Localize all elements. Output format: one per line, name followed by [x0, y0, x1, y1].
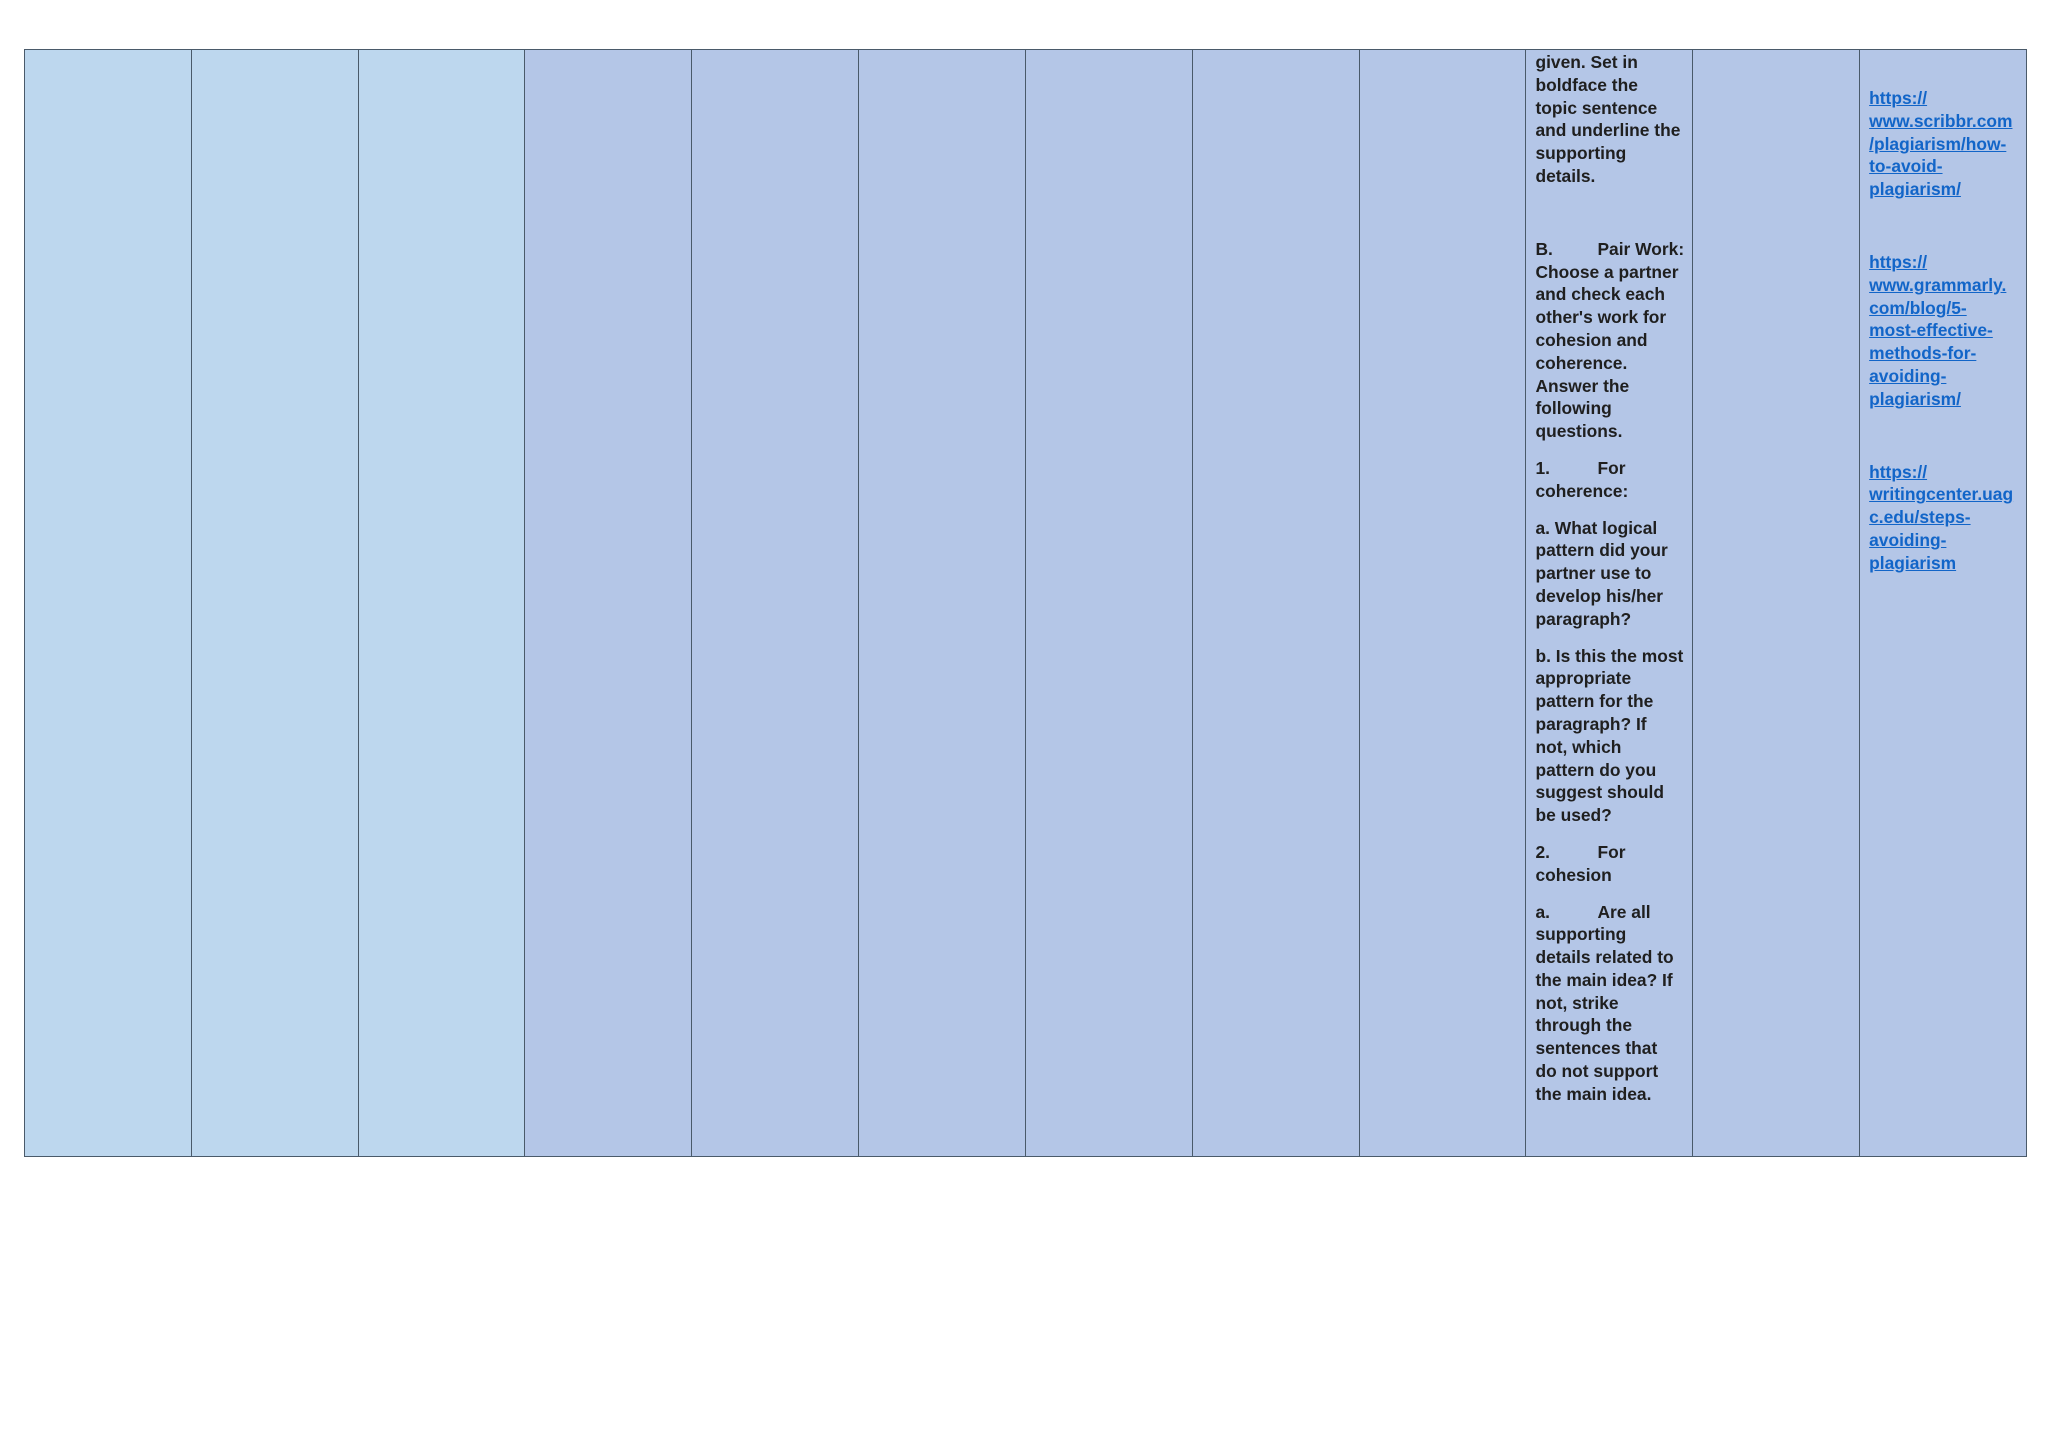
resources-cell [1860, 50, 2027, 1157]
text-line: cohesion [1535, 864, 1612, 885]
question-2 [1535, 841, 1684, 887]
text-line: do not support [1535, 1061, 1659, 1082]
link-line: most-effective- [1869, 320, 1993, 341]
link-writingcenter[interactable] [1869, 461, 2020, 575]
link-line: avoiding- [1869, 529, 1947, 550]
text-line: not, strike [1535, 992, 1619, 1013]
table-cell-7 [1025, 50, 1192, 1157]
link-line: avoiding- [1869, 365, 1947, 386]
link-line: https:// [1869, 88, 1928, 108]
link-line: com/blog/5- [1869, 297, 1967, 318]
link-line: methods-for- [1869, 343, 1977, 364]
text-line: supporting [1535, 143, 1627, 164]
text-line: pattern did your [1535, 540, 1668, 561]
link-line: plagiarism [1869, 552, 1957, 573]
pair-work-section [1535, 238, 1684, 443]
text-line: other's work for [1535, 307, 1667, 328]
text-line: cohesion and [1535, 329, 1648, 350]
text-line: sentences that [1535, 1038, 1658, 1059]
link-line: www.scribbr.com [1869, 110, 2013, 131]
text-line: pattern for the [1535, 691, 1654, 712]
question-number: a. [1535, 901, 1550, 922]
activity-intro [1535, 51, 1684, 188]
table-cell-5 [692, 50, 859, 1157]
table-cell-3 [358, 50, 525, 1157]
text-line: the main idea? If [1535, 969, 1673, 990]
question-label: Are all [1597, 901, 1651, 922]
question-label: For [1597, 457, 1626, 478]
link-scribbr[interactable] [1869, 87, 2020, 201]
text-line: b. Is this the most [1535, 645, 1684, 666]
question-1b [1535, 645, 1684, 827]
text-line: paragraph? If [1535, 713, 1647, 734]
text-line: details related to [1535, 947, 1674, 968]
text-line: not, which [1535, 736, 1622, 757]
link-line: writingcenter.uag [1869, 484, 2014, 505]
question-number: 1. [1535, 457, 1550, 478]
table-cell-9 [1359, 50, 1526, 1157]
text-line: coherence. [1535, 352, 1628, 373]
link-line: plagiarism/ [1869, 388, 1961, 409]
table-cell-4 [525, 50, 692, 1157]
section-label: B. [1535, 238, 1553, 259]
text-line: partner use to [1535, 563, 1652, 584]
text-line: given. Set in [1535, 52, 1638, 72]
resource-links [1860, 50, 2026, 575]
question-2a [1535, 901, 1684, 1106]
text-line: through the [1535, 1015, 1633, 1036]
activity-text [1526, 50, 1692, 1106]
text-line: be used? [1535, 805, 1612, 826]
table-row [25, 50, 2027, 1157]
table-cell-2 [191, 50, 358, 1157]
text-line: details. [1535, 165, 1596, 186]
table-cell-8 [1192, 50, 1359, 1157]
text-line: following [1535, 398, 1612, 419]
text-line: suggest should [1535, 782, 1664, 803]
link-line: to-avoid- [1869, 156, 1943, 177]
link-line: https:// [1869, 461, 1928, 482]
section-title: Pair Work: [1597, 238, 1685, 259]
activity-cell [1526, 50, 1693, 1157]
text-line: a. What logical [1535, 517, 1658, 538]
text-line: coherence: [1535, 480, 1629, 501]
link-line: www.grammarly. [1869, 274, 2007, 295]
link-line: /plagiarism/how- [1869, 133, 2007, 154]
link-line: c.edu/steps- [1869, 507, 1971, 528]
text-line: develop his/her [1535, 585, 1664, 606]
text-line: appropriate [1535, 668, 1632, 689]
lesson-plan-table [24, 49, 2027, 1157]
text-line: paragraph? [1535, 608, 1632, 629]
text-line: questions. [1535, 421, 1623, 442]
text-line: pattern do you [1535, 759, 1657, 780]
question-number: 2. [1535, 841, 1550, 862]
text-line: and check each [1535, 284, 1665, 305]
text-line: boldface the [1535, 74, 1638, 95]
question-label: For [1597, 841, 1626, 862]
text-line: supporting [1535, 924, 1627, 945]
link-line: plagiarism/ [1869, 179, 1961, 200]
link-grammarly[interactable] [1869, 251, 2020, 411]
text-line: and underline the [1535, 120, 1681, 141]
question-1 [1535, 457, 1684, 503]
text-line: the main idea. [1535, 1083, 1652, 1104]
text-line: Choose a partner [1535, 261, 1679, 282]
link-line: https:// [1869, 251, 1928, 272]
text-line: Answer the [1535, 375, 1630, 396]
table-cell-1 [25, 50, 192, 1157]
table-cell-6 [859, 50, 1026, 1157]
text-line: topic sentence [1535, 97, 1658, 118]
table-cell-11 [1693, 50, 1860, 1157]
question-1a [1535, 517, 1684, 631]
